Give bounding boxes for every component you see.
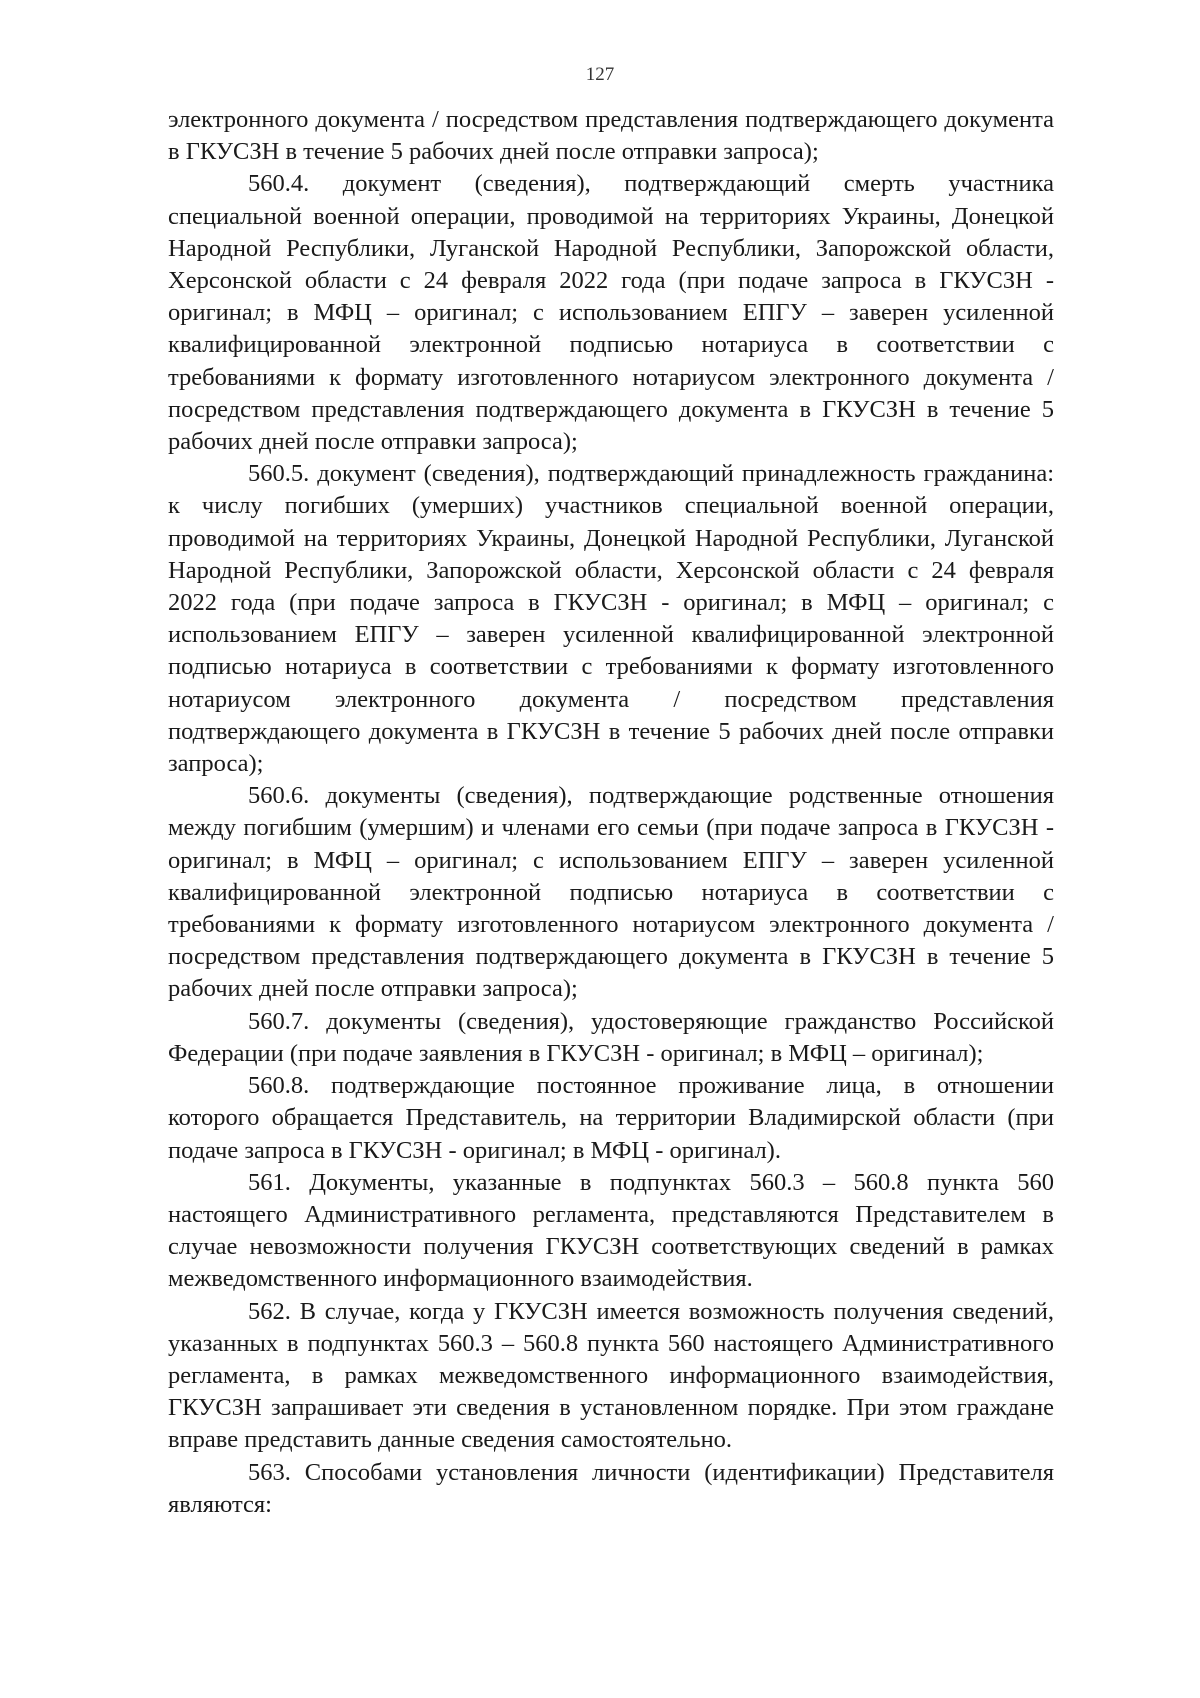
paragraph-continuation: электронного документа / посредством представления подтверждающего документа в ГКУСЗН в течение 5 рабочих дней после отправки запроса);: [168, 106, 1054, 166]
document-body: [168, 104, 1054, 1521]
paragraph-560-6: 560.6. документы (сведения), подтверждающие родственные отношения между погибшим (умершим) и членами его семьи (при подаче запроса в ГКУСЗН - оригинал; в МФЦ – оригинал; с использованием ЕПГУ – заверен усиленной квалифицированной электронной подписью нотариуса в соответствии с требованиями к формату изготовленного нотариусом электронного документа / посредством представления подтверждающего документа в ГКУСЗН в течение 5 рабочих дней после отправки запроса);: [168, 782, 1054, 1003]
paragraph-560-5: 560.5. документ (сведения), подтверждающий принадлежность гражданина: к числу погибших (умерших) участников специальной военной операции, проводимой на территориях Украины, Донецкой Народной Республики, Луганской Народной Республики, Запорожской области, Херсонской области с 24 февраля 2022 года (при подаче запроса в ГКУСЗН - оригинал; в МФЦ – оригинал; с использованием ЕПГУ – заверен усиленной квалифицированной электронной подписью нотариуса в соответствии с требованиями к формату изготовленного нотариусом электронного документа / посредством представления подтверждающего документа в ГКУСЗН в течение 5 рабочих дней после отправки запроса);: [168, 460, 1054, 778]
page-number: 127: [585, 64, 615, 85]
paragraph-561: 561. Документы, указанные в подпунктах 560.3 – 560.8 пункта 560 настоящего Административного регламента, представляются Представителем в случае невозможности получения ГКУСЗН соответствующих сведений в рамках межведомственного информационного взаимодействия.: [168, 1168, 1054, 1293]
paragraph-560-8: 560.8. подтверждающие постоянное проживание лица, в отношении которого обращается Представитель, на территории Владимирской области (при подаче запроса в ГКУСЗН - оригинал; в МФЦ - оригинал).: [168, 1072, 1054, 1164]
paragraph-563: 563. Способами установления личности (идентификации) Представителя являются:: [168, 1458, 1054, 1518]
paragraph-562: 562. В случае, когда у ГКУСЗН имеется возможность получения сведений, указанных в подпунктах 560.3 – 560.8 пункта 560 настоящего Административного регламента, в рамках межведомственного информационного взаимодействия, ГКУСЗН запрашивает эти сведения в установленном порядке. При этом граждане вправе представить данные сведения самостоятельно.: [168, 1297, 1054, 1454]
paragraph-560-7: 560.7. документы (сведения), удостоверяющие гражданство Российской Федерации (при подаче заявления в ГКУСЗН - оригинал; в МФЦ – оригинал);: [168, 1007, 1054, 1067]
paragraph-560-4: 560.4. документ (сведения), подтверждающий смерть участника специальной военной операции, проводимой на территориях Украины, Донецкой Народной Республики, Луганской Народной Республики, Запорожской области, Херсонской области с 24 февраля 2022 года (при подаче запроса в ГКУСЗН - оригинал; в МФЦ – оригинал; с использованием ЕПГУ – заверен усиленной квалифицированной электронной подписью нотариуса в соответствии с требованиями к формату изготовленного нотариусом электронного документа / посредством представления подтверждающего документа в ГКУСЗН в течение 5 рабочих дней после отправки запроса);: [168, 170, 1054, 456]
